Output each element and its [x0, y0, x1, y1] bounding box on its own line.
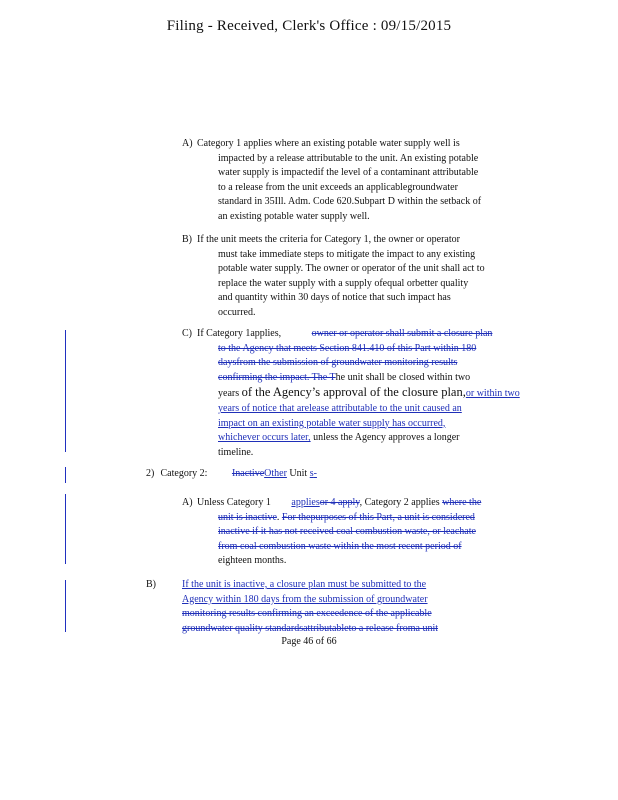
inserted-text: impact on an existing potable water supply has occurred,	[218, 417, 446, 429]
inserted-text: whichever occurs later,	[218, 432, 311, 444]
text-run: of the Agency’s approval of the closure plan,	[241, 385, 466, 400]
inserted-text: Agency within 180 days from the submission of groundwater	[182, 593, 428, 605]
inserted-text: or within two	[465, 388, 520, 400]
inserted-text: years of notice that arelease attributable to the unit caused an	[218, 402, 462, 414]
deleted-text: inactive if it has not received coal combustion waste, or leachate	[218, 526, 476, 538]
text-line: occurred.	[218, 306, 256, 318]
text-run: unless the Agency approves a longer	[313, 432, 460, 444]
deleted-text: from coal combustion waste within the most recent period of	[218, 540, 462, 552]
deleted-text: Inactive	[231, 468, 265, 479]
paragraph-2: 2) Category 2: InactiveOther Unit s-	[146, 467, 566, 482]
text-line: eighteen months.	[218, 555, 287, 567]
text-run: .	[276, 511, 280, 523]
item-label: 2)	[146, 468, 155, 479]
text-run: Category 2:	[160, 468, 208, 479]
text-line: to a release from the unit exceeds an applicablegroundwater	[218, 181, 458, 193]
text-line: water supply is impactedif the level of a contaminant attributable	[218, 167, 479, 179]
item-label: A)	[182, 497, 193, 508]
revision-bar	[65, 580, 66, 632]
revision-bar	[65, 330, 66, 452]
deleted-text: monitoring results confirming an exceedence of the applicable	[182, 608, 432, 620]
text-run: he unit shall be closed within two	[335, 371, 471, 383]
deleted-text: where the	[442, 497, 482, 508]
paragraph-2a	[182, 496, 562, 569]
paragraph-2b	[146, 578, 566, 636]
text-run: Unless Category 1	[197, 497, 271, 508]
item-label: C)	[182, 328, 192, 339]
inserted-text: Other	[264, 468, 287, 479]
text-line: replace the water supply with a supply ofequal orbetter quality	[218, 277, 469, 289]
deleted-text: owner or operator shall submit a closure plan	[311, 328, 493, 339]
paragraph-b	[182, 233, 552, 321]
paragraph-a	[182, 137, 542, 225]
text-run: Unit	[289, 468, 308, 479]
deleted-text: confirming the impact. The T	[218, 371, 336, 383]
text-line: timeline.	[218, 446, 254, 458]
text-line: an existing potable water supply well.	[218, 210, 370, 222]
revision-bar	[65, 467, 66, 483]
item-label: B)	[182, 234, 192, 245]
revision-bar	[65, 494, 66, 564]
inserted-text: applies	[291, 497, 320, 508]
paragraph-c	[182, 327, 562, 460]
text-line: standard in 35Ill. Adm. Code 620.Subpart D within the setback of	[218, 196, 482, 208]
text-line: If the unit meets the criteria for Category 1, the owner or operator	[197, 234, 460, 245]
deleted-text: For thepurposes of this Part, a unit is considered	[281, 511, 475, 523]
deleted-text: or 4 apply	[319, 497, 360, 508]
item-label: A)	[182, 138, 193, 149]
filing-header: Filing - Received, Clerk's Office : 09/15/2015	[166, 18, 452, 34]
text-line: impacted by a release attributable to the unit. An existing potable	[218, 152, 479, 164]
text-run: years	[218, 388, 240, 400]
deleted-text: groundwater quality standardsattributableto a release froma unit	[182, 622, 439, 634]
text-line: Category 1 applies where an existing potable water supply well is	[197, 138, 460, 149]
deleted-text: daysfrom the submission of groundwater monitoring results	[218, 357, 458, 369]
item-label: B)	[146, 579, 156, 590]
deleted-text: to the Agency that meets Section 841.410 of this Part within 180	[218, 342, 477, 354]
text-line: must take immediate steps to mitigate the impact to any existing	[218, 248, 476, 260]
text-run: , Category 2 applies	[359, 497, 440, 508]
deleted-text: unit is inactive	[218, 511, 277, 523]
page-number: Page 46 of 66	[281, 636, 337, 647]
inserted-text: If the unit is inactive, a closure plan must be submitted to the	[182, 579, 427, 590]
text-run: If Category 1applies,	[197, 328, 282, 339]
inserted-text: s	[309, 468, 314, 479]
text-line: and quantity within 30 days of notice that such impact has	[218, 292, 451, 304]
text-line: potable water supply. The owner or operator of the unit shall act to	[218, 263, 485, 275]
